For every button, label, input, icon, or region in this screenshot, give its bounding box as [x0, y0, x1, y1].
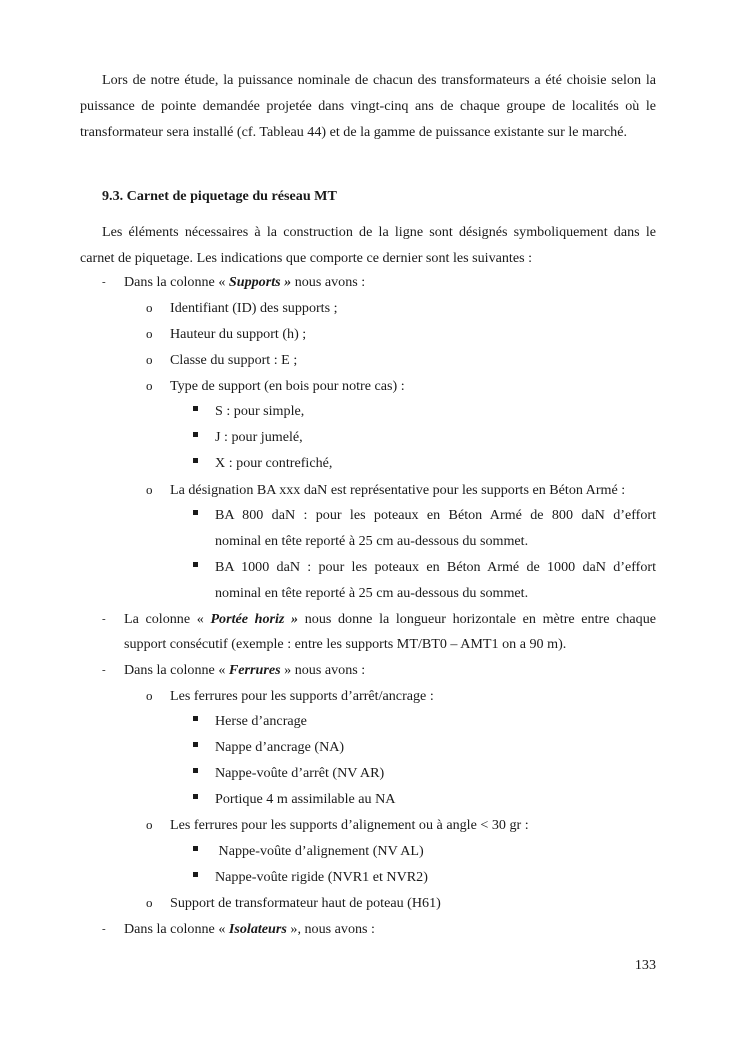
list-item: Portique 4 m assimilable au NA	[215, 791, 396, 807]
circle-bullet: o	[146, 326, 153, 341]
portee-term: Portée horiz »	[210, 611, 299, 627]
list-item: J : pour jumelé,	[215, 429, 303, 445]
list-item: Nappe d’ancrage (NA)	[215, 739, 345, 755]
square-bullet	[193, 794, 198, 799]
square-bullet	[193, 458, 198, 463]
list-item: Herse d’ancrage	[215, 713, 307, 729]
list-item: La désignation BA xxx daN est représentative pour les supports en Béton Armé :	[170, 482, 626, 498]
isolateurs-term: Isolateurs	[228, 921, 287, 937]
list-item-continuation: nominal en tête reporté à 25 cm au-dessous du sommet.	[215, 585, 529, 601]
supports-intro: Dans la colonne « Supports » nous avons :	[124, 274, 366, 290]
square-bullet	[193, 872, 198, 877]
list-item: Les ferrures pour les supports d’arrêt/ancrage :	[170, 688, 434, 704]
square-bullet	[193, 742, 198, 747]
dash-bullet: -	[102, 613, 106, 625]
circle-bullet: o	[146, 688, 153, 703]
square-bullet	[193, 432, 198, 437]
square-bullet	[193, 510, 198, 515]
square-bullet	[193, 716, 198, 721]
list-item: Support de transformateur haut de poteau (H61)	[170, 895, 441, 911]
list-item: S : pour simple,	[215, 403, 305, 419]
intro-paragraph: Lors de notre étude, la puissance nominale de chacun des transformateurs a été choisie selon la puissance de pointe demandée projetée dans vingt-cinq ans de chaque groupe de localités où le transformateur sera installé (cf. Tableau 44) et de la gamme de puissance existante sur le marché.	[80, 72, 656, 140]
dash-bullet: -	[102, 276, 106, 288]
section-heading: 9.3. Carnet de piquetage du réseau MT	[102, 188, 337, 204]
list-item: BA 1000 daN : pour les poteaux en Béton Armé de 1000 daN d’effort	[215, 559, 656, 575]
list-item: Type de support (en bois pour notre cas) :	[170, 378, 405, 394]
dash-bullet: -	[102, 664, 106, 676]
ferrures-intro: Dans la colonne « Ferrures » nous avons :	[124, 662, 366, 678]
list-item: Classe du support : E ;	[170, 352, 298, 368]
list-item: Nappe-voûte d’alignement (NV AL)	[215, 843, 424, 859]
circle-bullet: o	[146, 895, 153, 910]
dash-bullet: -	[102, 923, 106, 935]
list-item: BA 800 daN : pour les poteaux en Béton Armé de 800 daN d’effort	[215, 507, 656, 523]
circle-bullet: o	[146, 352, 153, 367]
isolateurs-intro: Dans la colonne « Isolateurs », nous avons :	[124, 921, 375, 937]
ferrures-term: Ferrures	[228, 662, 281, 678]
portee-line: La colonne « Portée horiz » nous donne la longueur horizontale en mètre entre chaque	[124, 611, 656, 627]
square-bullet	[193, 406, 198, 411]
circle-bullet: o	[146, 817, 153, 832]
list-item: Nappe-voûte d’arrêt (NV AR)	[215, 765, 385, 781]
list-item: Les ferrures pour les supports d’alignement ou à angle < 30 gr :	[170, 817, 529, 833]
portee-line-continuation: support consécutif (exemple : entre les supports MT/BT0 – AMT1 on a 90 m).	[124, 636, 567, 652]
square-bullet	[193, 768, 198, 773]
square-bullet	[193, 562, 198, 567]
circle-bullet: o	[146, 300, 153, 315]
supports-term: Supports »	[228, 274, 292, 290]
circle-bullet: o	[146, 482, 153, 497]
section-paragraph: Les éléments nécessaires à la construction de la ligne sont désignés symboliquement dans le carnet de piquetage. Les indications que comporte ce dernier sont les suivantes :	[80, 224, 656, 266]
list-item-continuation: nominal en tête reporté à 25 cm au-dessous du sommet.	[215, 533, 529, 549]
page-number: 133	[634, 957, 656, 973]
list-item: X : pour contrefiché,	[215, 455, 333, 471]
circle-bullet: o	[146, 378, 153, 393]
list-item: Identifiant (ID) des supports ;	[170, 300, 338, 316]
list-item: Nappe-voûte rigide (NVR1 et NVR2)	[215, 869, 428, 885]
list-item: Hauteur du support (h) ;	[170, 326, 307, 342]
square-bullet	[193, 846, 198, 851]
